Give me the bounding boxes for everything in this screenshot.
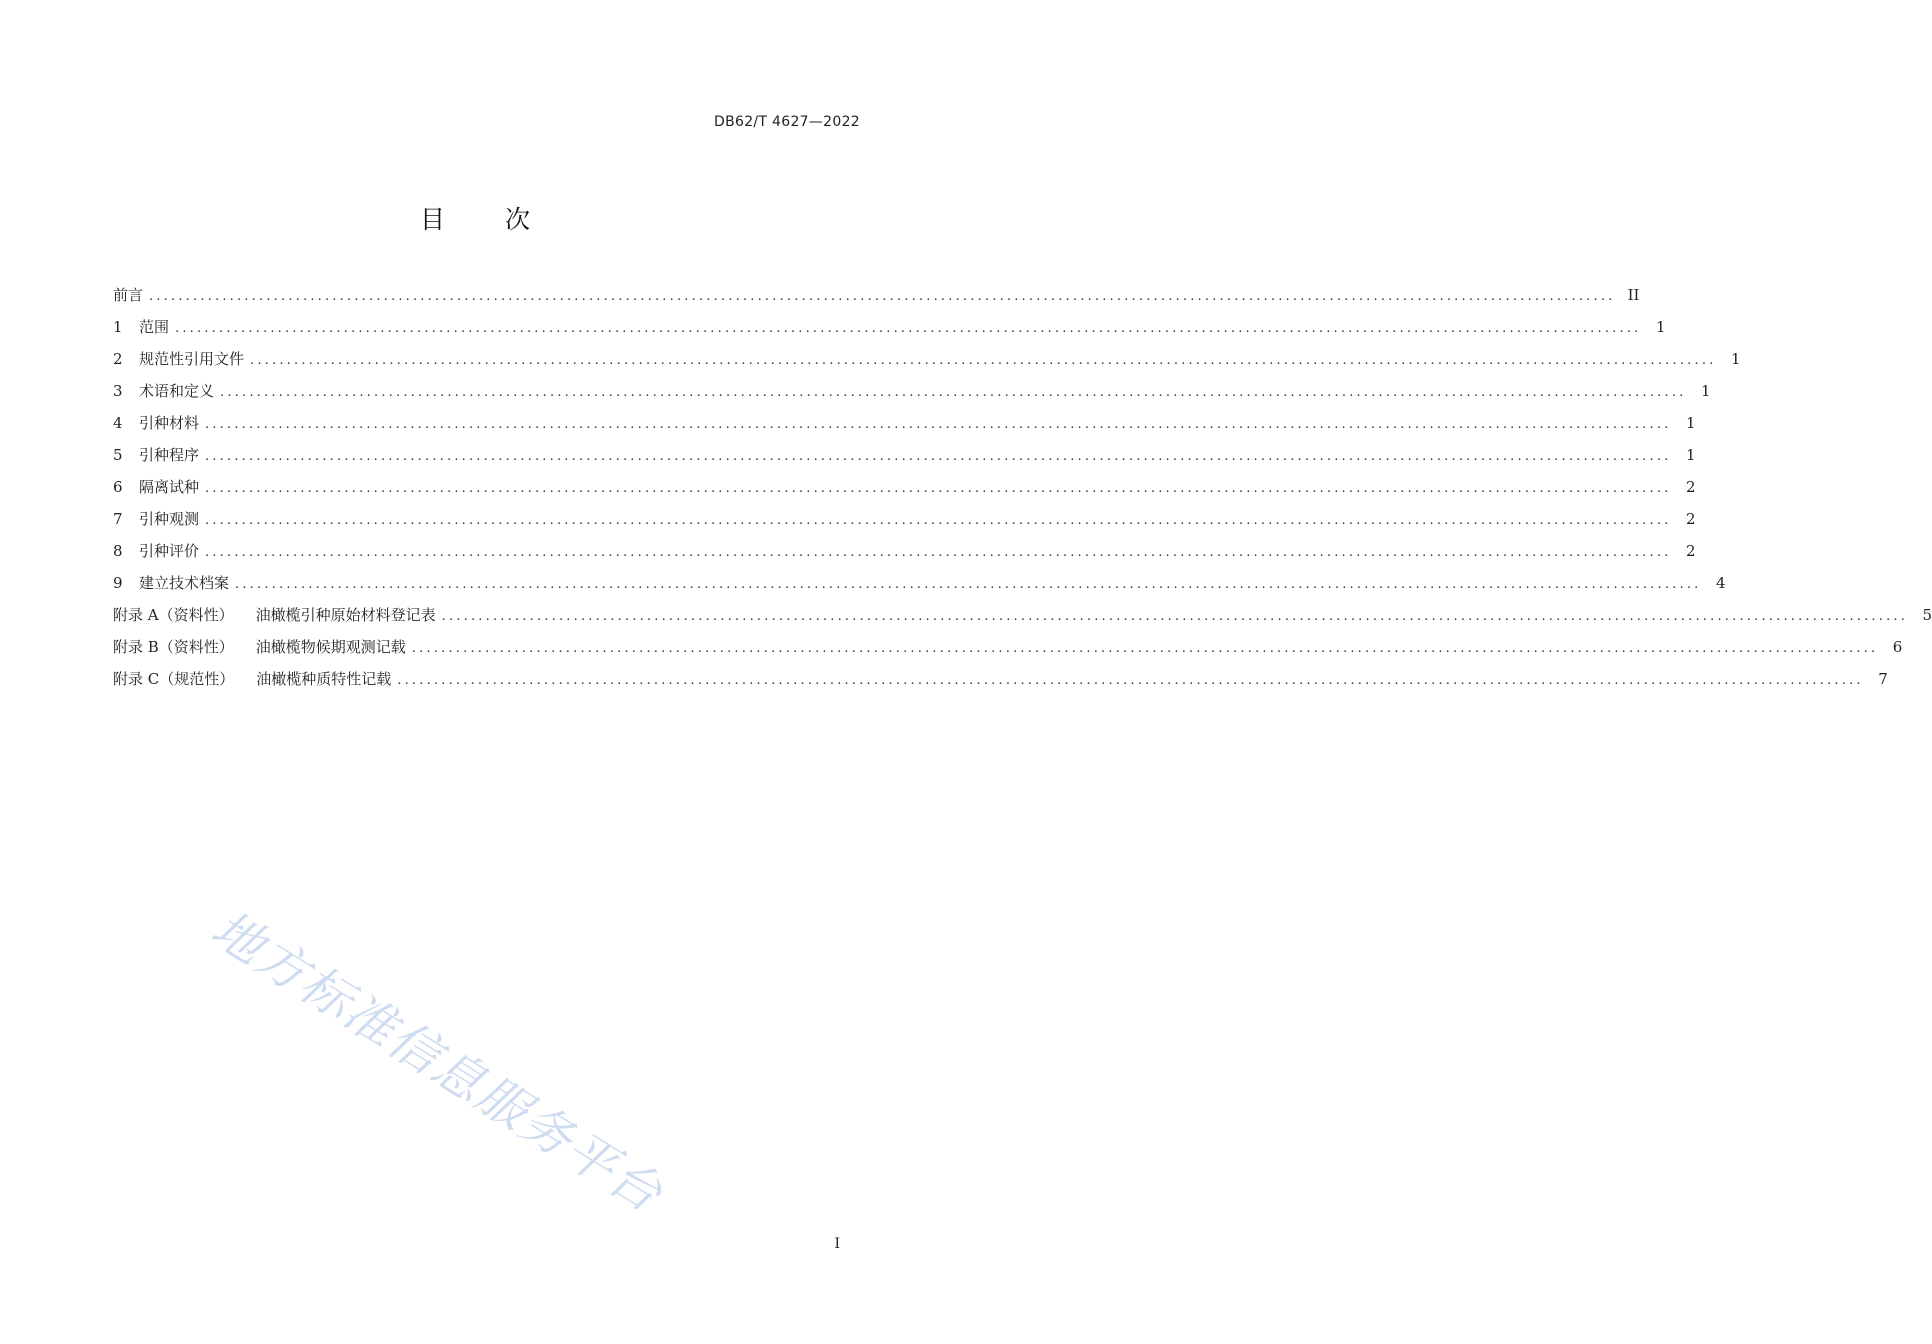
toc-leader: ........................................................................................................................................................................................................ bbox=[250, 353, 1717, 368]
toc-number: 1 bbox=[113, 318, 123, 336]
toc-page: 2 bbox=[1685, 478, 1696, 496]
toc-page: 5 bbox=[1922, 606, 1932, 624]
toc-entry-annex-b[interactable] bbox=[113, 636, 1903, 668]
toc-entry[interactable] bbox=[113, 284, 1640, 316]
toc-page: 1 bbox=[1685, 446, 1696, 464]
annex-label: 附录 A（资料性） bbox=[113, 606, 234, 624]
toc-page: II bbox=[1627, 286, 1640, 304]
toc-entry[interactable] bbox=[113, 412, 1696, 444]
toc-leader: ........................................................................................................................................................................................................ bbox=[220, 385, 1687, 400]
toc-number: 9 bbox=[113, 574, 123, 592]
toc-page: 1 bbox=[1655, 318, 1666, 336]
toc-label: 引种观测 bbox=[139, 510, 200, 528]
toc-label: 建立技术档案 bbox=[139, 574, 230, 592]
table-of-contents bbox=[113, 284, 1932, 700]
annex-label: 附录 B（资料性） bbox=[113, 638, 234, 656]
toc-leader: ........................................................................................................................................................................................................ bbox=[397, 673, 1864, 688]
toc-label: 引种评价 bbox=[139, 542, 200, 560]
toc-leader: ........................................................................................................................................................................................................ bbox=[411, 641, 1879, 656]
toc-entry[interactable] bbox=[113, 572, 1726, 604]
toc-number: 2 bbox=[113, 350, 123, 368]
toc-entry-annex-c[interactable] bbox=[113, 668, 1888, 700]
annex-label: 附录 C（规范性） bbox=[113, 670, 235, 688]
toc-number: 7 bbox=[113, 510, 123, 528]
standard-code: DB62/T 4627—2022 bbox=[714, 114, 860, 130]
page-title: 目次 bbox=[419, 205, 590, 234]
toc-label: 范围 bbox=[139, 318, 170, 336]
toc-label bbox=[113, 636, 406, 657]
toc-label: 规范性引用文件 bbox=[139, 350, 245, 368]
toc-page: 4 bbox=[1715, 574, 1726, 592]
toc-leader: ........................................................................................................................................................................................................ bbox=[235, 577, 1702, 592]
toc-page: 1 bbox=[1730, 350, 1741, 368]
toc-page: 1 bbox=[1685, 414, 1696, 432]
annex-title: 油橄榄引种原始材料登记表 bbox=[255, 606, 436, 624]
toc-number: 5 bbox=[113, 446, 123, 464]
toc-leader: ........................................................................................................................................................................................................ bbox=[205, 417, 1672, 432]
toc-label: 术语和定义 bbox=[139, 382, 215, 400]
toc-leader: ........................................................................................................................................................................................................ bbox=[205, 513, 1672, 528]
toc-entry[interactable] bbox=[113, 476, 1696, 508]
toc-entry[interactable] bbox=[113, 348, 1741, 380]
toc-leader: ........................................................................................................................................................................................................ bbox=[205, 545, 1672, 560]
toc-entry[interactable] bbox=[113, 316, 1666, 348]
toc-page: 2 bbox=[1685, 510, 1696, 528]
watermark: 地方标准信息服务平台 bbox=[201, 899, 674, 1225]
toc-leader: ........................................................................................................................................................................................................ bbox=[149, 289, 1616, 304]
toc-label: 引种程序 bbox=[139, 446, 200, 464]
toc-entry-annex-a[interactable] bbox=[113, 604, 1932, 636]
toc-label bbox=[113, 604, 436, 625]
toc-label: 引种材料 bbox=[139, 414, 200, 432]
toc-entry[interactable] bbox=[113, 508, 1696, 540]
toc-page: 6 bbox=[1892, 638, 1903, 656]
toc-number: 3 bbox=[113, 382, 123, 400]
annex-title: 油橄榄种质特性记载 bbox=[256, 670, 392, 688]
toc-number: 4 bbox=[113, 414, 123, 432]
toc-leader: ........................................................................................................................................................................................................ bbox=[205, 481, 1672, 496]
toc-entry[interactable] bbox=[113, 444, 1696, 476]
toc-page: 2 bbox=[1685, 542, 1696, 560]
toc-label: 隔离试种 bbox=[139, 478, 200, 496]
toc-label bbox=[113, 668, 391, 689]
toc-page: 7 bbox=[1878, 670, 1888, 688]
toc-entry[interactable] bbox=[113, 540, 1696, 572]
page-number: I bbox=[834, 1236, 840, 1252]
toc-leader: ........................................................................................................................................................................................................ bbox=[205, 449, 1672, 464]
toc-label: 前言 bbox=[113, 286, 144, 304]
annex-title: 油橄榄物候期观测记载 bbox=[255, 638, 406, 656]
toc-leader: ........................................................................................................................................................................................................ bbox=[175, 321, 1642, 336]
toc-leader: ........................................................................................................................................................................................................ bbox=[441, 609, 1909, 624]
toc-page: 1 bbox=[1700, 382, 1711, 400]
toc-number: 6 bbox=[113, 478, 123, 496]
toc-number: 8 bbox=[113, 542, 123, 560]
toc-entry[interactable] bbox=[113, 380, 1711, 412]
